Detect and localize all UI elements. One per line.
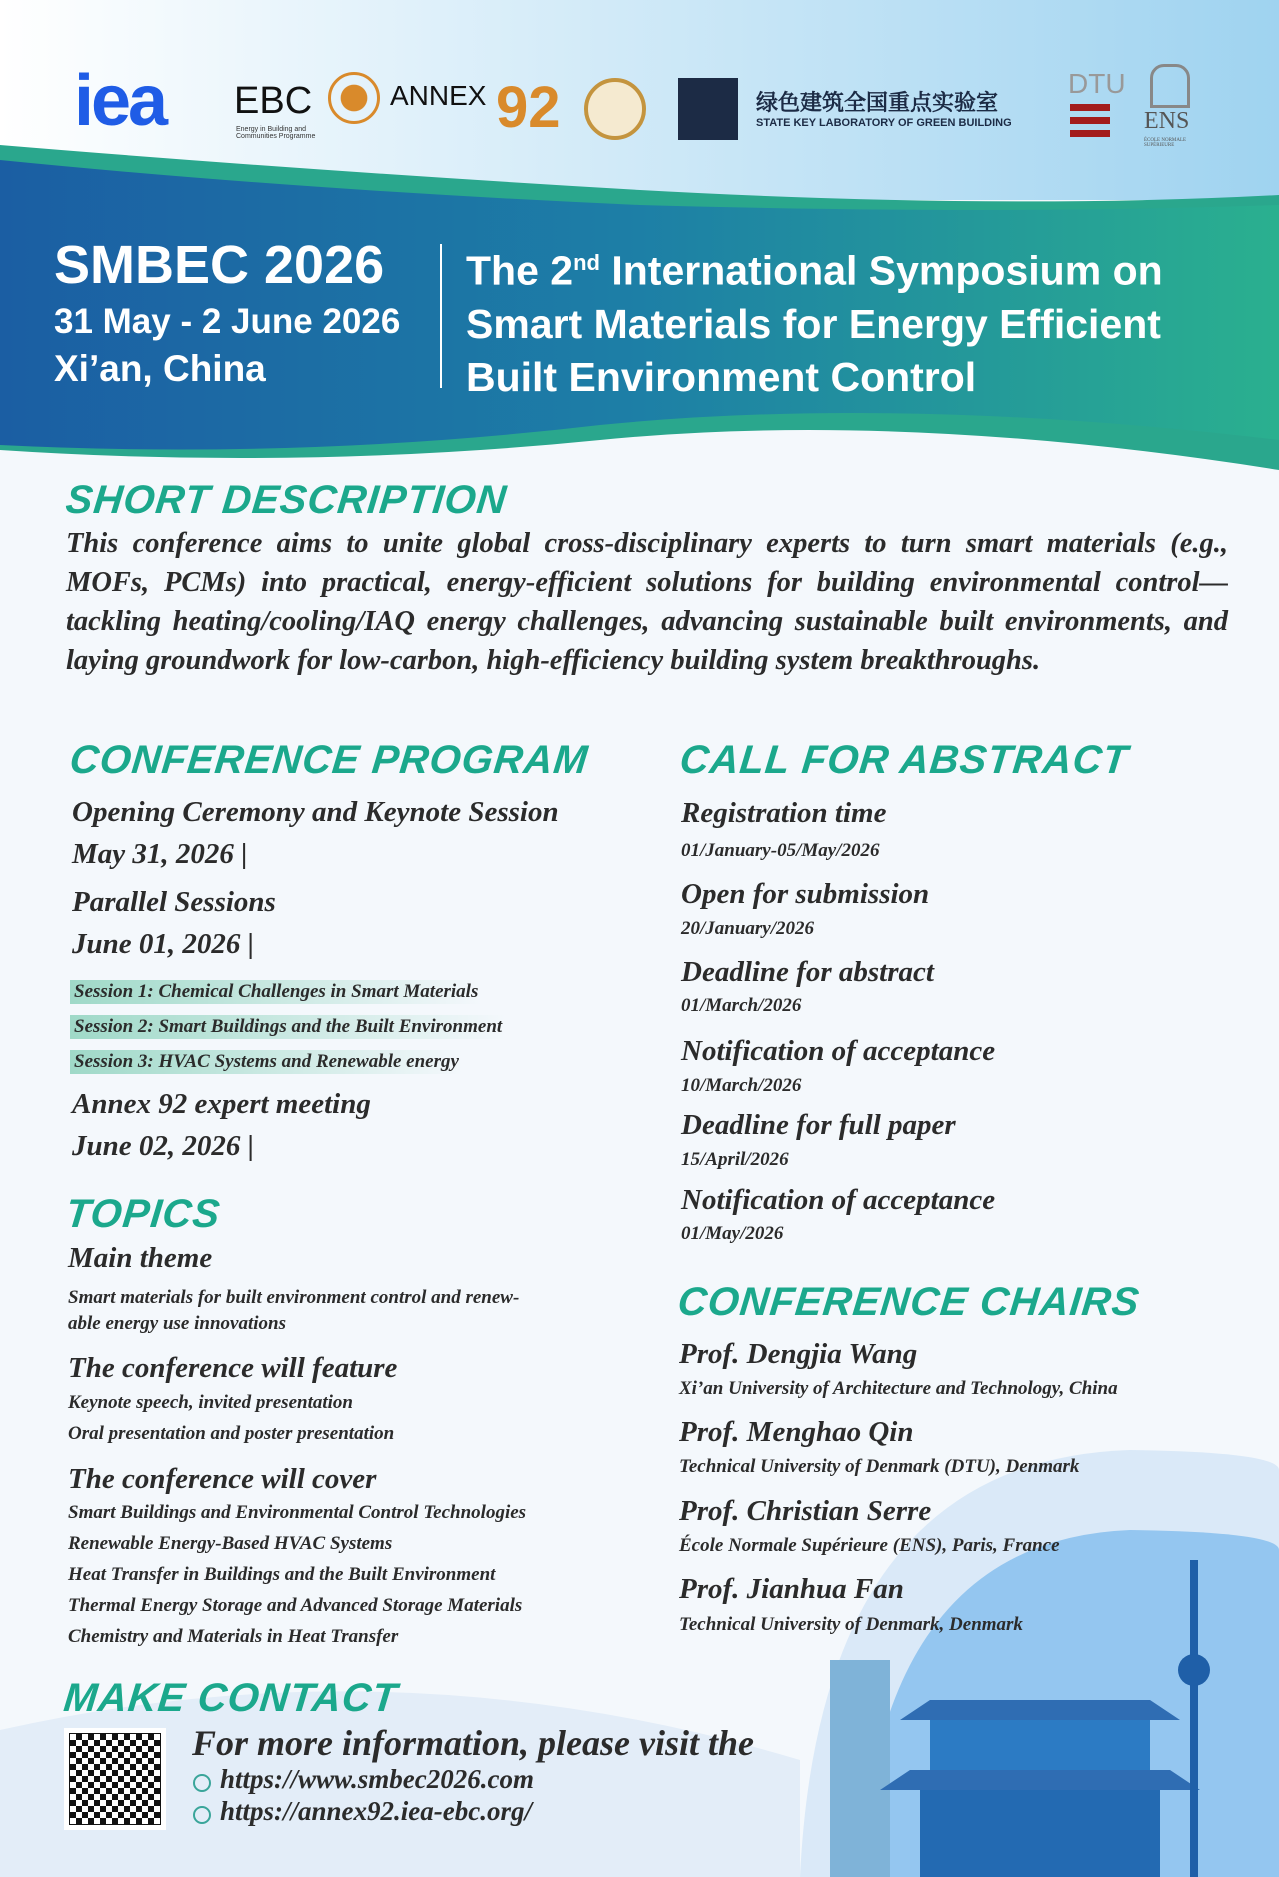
feature-label: The conference will feature — [68, 1352, 398, 1384]
ebc-subtitle: Energy in Building and Communities Programme — [236, 126, 316, 140]
abstract-item-label: Notification of acceptance — [681, 1184, 996, 1216]
opening-session: Opening Ceremony and Keynote Session — [72, 796, 559, 828]
chair-affiliation: Technical University of Denmark (DTU), Denmark — [679, 1456, 1080, 1477]
ebc-logo: EBC — [234, 80, 313, 122]
session-item: Session 1: Chemical Challenges in Smart Materials — [70, 980, 482, 1004]
make-contact-heading: MAKE CONTACT — [61, 1676, 400, 1720]
feature-item: Keynote speech, invited presentation — [68, 1392, 353, 1413]
cover-label: The conference will cover — [68, 1463, 377, 1495]
banner-divider — [440, 244, 442, 388]
chair-name: Prof. Christian Serre — [679, 1495, 932, 1527]
cover-item: Thermal Energy Storage and Advanced Storage Materials — [68, 1595, 523, 1616]
annex-meeting-date: June 02, 2026 | — [72, 1130, 255, 1162]
abstract-item-label: Deadline for abstract — [681, 956, 934, 988]
short-description-text: This conference aims to unite global cross-disciplinary experts to turn smart materials (e.g., MOFs, PCMs) into practical, energy-efficient solutions for building environmental control—tackling heating/cooling/IAQ energy challenges, advancing sustainable built environments, and laying groundwork for low-carbon, high-efficiency building system breakthroughs. — [66, 528, 1228, 676]
cover-item: Renewable Energy-Based HVAC Systems — [68, 1533, 393, 1554]
main-theme-text: able energy use innovations — [68, 1313, 286, 1334]
website-link[interactable]: https://www.smbec2026.com — [220, 1764, 535, 1794]
chair-affiliation: Technical University of Denmark, Denmark — [679, 1614, 1023, 1635]
ens-subtitle: ÉCOLE NORMALE SUPÉRIEURE — [1144, 138, 1187, 148]
chair-name: Prof. Jianhua Fan — [679, 1573, 904, 1605]
contact-intro: For more information, please visit the — [192, 1723, 755, 1763]
annex-meeting: Annex 92 expert meeting — [72, 1088, 371, 1120]
opening-date: May 31, 2026 | — [72, 838, 248, 870]
abstract-item-label: Notification of acceptance — [681, 1035, 996, 1067]
parallel-date: June 01, 2026 | — [72, 928, 255, 960]
topics-heading: TOPICS — [63, 1192, 223, 1236]
event-location: Xi’an, China — [54, 348, 266, 389]
chair-name: Prof. Dengjia Wang — [679, 1338, 918, 1370]
short-description-heading: SHORT DESCRIPTION — [63, 478, 510, 522]
session-item: Session 3: HVAC Systems and Renewable energy — [70, 1050, 463, 1074]
abstract-item-label: Deadline for full paper — [681, 1109, 956, 1141]
annex-label: ANNEX — [390, 80, 487, 111]
abstract-item-date: 20/January/2026 — [681, 918, 815, 939]
call-for-abstract-heading: CALL FOR ABSTRACT — [677, 738, 1131, 782]
feature-item: Oral presentation and poster presentation — [68, 1423, 395, 1444]
chair-affiliation: École Normale Supérieure (ENS), Paris, France — [679, 1535, 1060, 1556]
university-seal-logo — [584, 78, 646, 140]
dtu-mark — [1070, 104, 1110, 140]
abstract-item-date: 01/May/2026 — [681, 1223, 784, 1244]
iea-logo: iea — [74, 61, 166, 141]
dtu-logo: DTU — [1068, 68, 1126, 99]
annex-link[interactable]: https://annex92.iea-ebc.org/ — [220, 1796, 532, 1826]
event-acronym: SMBEC 2026 — [54, 235, 385, 295]
main-theme-label: Main theme — [68, 1242, 213, 1274]
title-superscript: nd — [573, 250, 600, 275]
abstract-item-date: 10/March/2026 — [681, 1075, 802, 1096]
title-line-2: Smart Materials for Energy Efficient — [466, 300, 1161, 347]
event-title — [466, 236, 1163, 404]
abstract-item-label: Open for submission — [681, 878, 930, 910]
title-prefix: The 2 — [466, 247, 574, 294]
green-building-lab-logo — [678, 78, 738, 140]
globe-icon — [193, 1774, 211, 1792]
title-line-3: Built Environment Control — [466, 353, 977, 400]
conference-program-heading: CONFERENCE PROGRAM — [67, 738, 591, 782]
title-line-1: International Symposium on — [599, 247, 1163, 294]
event-dates: 31 May - 2 June 2026 — [54, 302, 401, 341]
lab-name-cn: 绿色建筑全国重点实验室 — [756, 91, 999, 116]
abstract-item-date: 15/April/2026 — [681, 1149, 789, 1170]
cover-item: Chemistry and Materials in Heat Transfer — [68, 1626, 399, 1647]
session-item: Session 2: Smart Buildings and the Built Environment — [70, 1015, 506, 1039]
lab-name-en: STATE KEY LABORATORY OF GREEN BUILDING — [756, 117, 1012, 129]
ebc-house-icon — [328, 72, 380, 124]
chair-affiliation: Xi’an University of Architecture and Technology, China — [679, 1378, 1118, 1399]
ens-logo: ENS — [1144, 108, 1190, 134]
cover-item: Heat Transfer in Buildings and the Built Environment — [68, 1564, 496, 1585]
abstract-item-date: 01/March/2026 — [681, 995, 802, 1016]
ens-building-icon — [1150, 64, 1190, 108]
abstract-item-date: 01/January-05/May/2026 — [681, 840, 880, 861]
parallel-sessions: Parallel Sessions — [72, 886, 276, 918]
annex-number: 92 — [496, 75, 561, 140]
globe-icon — [193, 1806, 211, 1824]
main-theme-text: Smart materials for built environment control and renew- — [68, 1287, 520, 1308]
chair-name: Prof. Menghao Qin — [679, 1416, 914, 1448]
abstract-item-label: Registration time — [681, 797, 887, 829]
qr-code[interactable] — [64, 1728, 166, 1830]
cover-item: Smart Buildings and Environmental Control Technologies — [68, 1502, 527, 1523]
conference-chairs-heading: CONFERENCE CHAIRS — [675, 1280, 1142, 1324]
